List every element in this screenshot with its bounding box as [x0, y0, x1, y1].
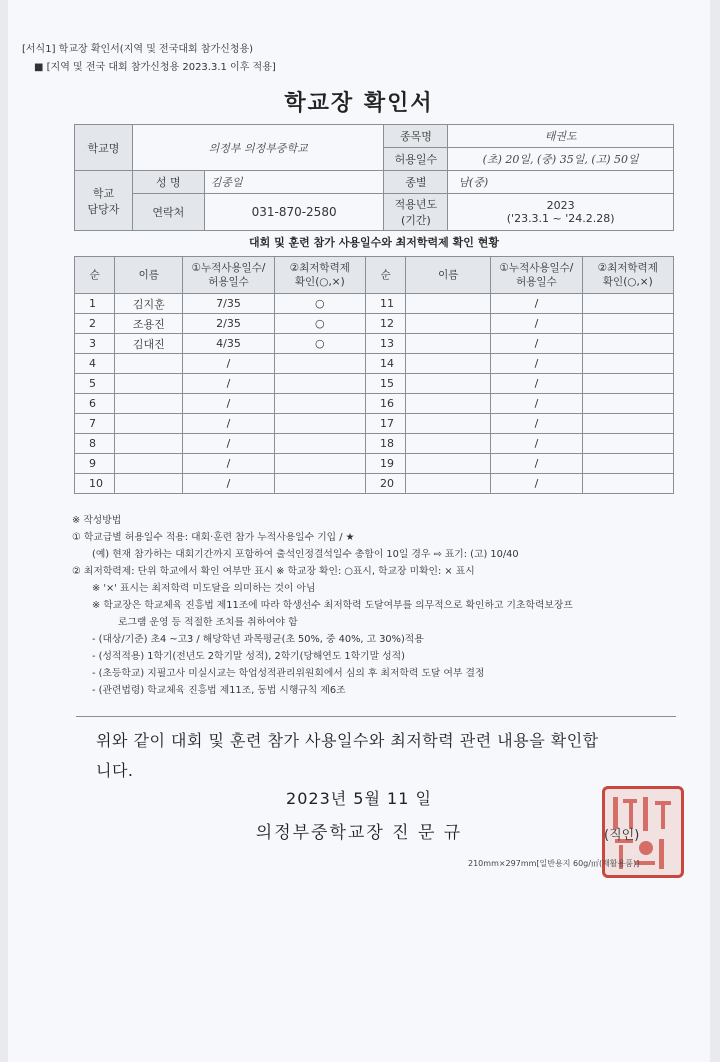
allowed-days-label: 허용일수	[384, 148, 448, 171]
status-no-cell: 3	[75, 334, 115, 354]
status-check-cell	[274, 434, 365, 454]
status-no-cell: 13	[365, 334, 405, 354]
status-row	[75, 374, 674, 394]
status-name-cell	[115, 414, 183, 434]
status-check-cell	[274, 454, 365, 474]
status-row	[75, 474, 674, 494]
status-row	[75, 294, 674, 314]
status-header-row	[75, 257, 674, 294]
status-check-cell	[274, 474, 365, 494]
header-days-2	[491, 257, 582, 294]
status-row	[75, 394, 674, 414]
status-days-cell: /	[183, 454, 274, 474]
status-table	[74, 256, 674, 494]
status-no-cell: 2	[75, 314, 115, 334]
form-label: [서식1] 학교장 확인서(지역 및 전국대회 참가신청용)	[22, 44, 254, 55]
principal-signature: 의정부중학교장 진 문 규	[255, 823, 463, 843]
status-name-cell	[406, 414, 491, 434]
status-name-cell	[406, 294, 491, 314]
status-name-cell	[406, 394, 491, 414]
note-item: 로그램 운영 등 적절한 조치를 취하여야 함	[118, 617, 298, 628]
status-no-cell: 9	[75, 454, 115, 474]
year-value: 2023	[546, 199, 575, 212]
status-name-cell	[406, 314, 491, 334]
status-check-cell	[582, 314, 673, 334]
status-no-cell: 17	[365, 414, 405, 434]
status-check-cell	[274, 374, 365, 394]
status-check-cell	[582, 434, 673, 454]
note-item: ① 학교급별 허용일수 적용: 대회·훈련 참가 누적사용일수 기입 / ★	[72, 532, 355, 543]
status-check-cell	[274, 354, 365, 374]
teacher-label-line2: 담당자	[87, 202, 120, 216]
teacher-label-line1: 학교	[92, 186, 115, 200]
status-row	[75, 334, 674, 354]
school-name: 의정부 의정부중학교	[132, 125, 384, 171]
note-item: - (관련법령) 학교체육 진흥법 제11조, 동법 시행규칙 제6조	[92, 685, 346, 696]
status-days-cell: /	[183, 374, 274, 394]
status-name-cell	[115, 374, 183, 394]
status-days-cell: /	[491, 414, 582, 434]
status-check-cell	[582, 354, 673, 374]
allowed-days-value: (초) 20일, (중) 35일, (고) 50일	[448, 148, 674, 171]
teacher-label	[75, 171, 133, 231]
status-days-cell: /	[491, 434, 582, 454]
status-name-cell	[115, 454, 183, 474]
status-name-cell	[115, 354, 183, 374]
status-no-cell: 18	[365, 434, 405, 454]
sport-value: 태권도	[448, 125, 674, 148]
status-days-cell: /	[491, 474, 582, 494]
status-name-cell	[115, 474, 183, 494]
status-no-cell: 8	[75, 434, 115, 454]
status-days-cell: /	[183, 414, 274, 434]
status-caption: 대회 및 훈련 참가 사용일수와 최저학력제 확인 현황	[249, 236, 499, 249]
status-name-cell	[406, 454, 491, 474]
document-title: 학교장 확인서	[284, 91, 434, 116]
status-days-cell: /	[491, 294, 582, 314]
school-label: 학교명	[75, 125, 133, 171]
paper-spec: 210mm×297mm[일반용지 60g/㎡(재활용품)]	[468, 859, 640, 868]
gender-value: 남(중)	[448, 171, 674, 194]
status-no-cell: 19	[365, 454, 405, 474]
note-item: ② 최저학력제: 단위 학교에서 확인 여부만 표시 ※ 학교장 확인: ○표시, 학교장 미확인: × 표시	[72, 566, 475, 577]
header-no-2: 순	[365, 257, 405, 294]
status-row	[75, 434, 674, 454]
status-check-cell	[582, 394, 673, 414]
seal-mark-text: (직인)	[604, 828, 640, 843]
status-name-cell	[406, 334, 491, 354]
header-days	[183, 257, 274, 294]
header-check-line1: ②최저학력제	[289, 262, 350, 274]
teacher-name: 김종일	[204, 171, 384, 194]
header-check-2-line2: 확인(○,×)	[602, 276, 653, 288]
confirmation-line2: 니다.	[96, 761, 134, 780]
name-label: 성 명	[132, 171, 204, 194]
confirmation-line1: 위와 같이 대회 및 훈련 참가 사용일수와 최저학력 관련 내용을 확인합	[96, 731, 599, 750]
status-check-cell	[582, 334, 673, 354]
status-no-cell: 5	[75, 374, 115, 394]
confirmation-statement	[96, 726, 696, 786]
status-check-cell	[274, 414, 365, 434]
status-no-cell: 10	[75, 474, 115, 494]
header-days-2-line2: 허용일수	[516, 276, 557, 288]
sport-label: 종목명	[384, 125, 448, 148]
note-item: (예) 현재 참가하는 대회기간까지 포함하여 출석인정결석일수 총합이 10일 경우 ⇨ 표기: (고) 10/40	[92, 549, 519, 560]
contact-label: 연락처	[132, 194, 204, 231]
year-label	[384, 194, 448, 231]
status-no-cell: 15	[365, 374, 405, 394]
header-check-2-line1: ②최저학력제	[597, 262, 658, 274]
status-no-cell: 14	[365, 354, 405, 374]
status-no-cell: 7	[75, 414, 115, 434]
status-days-cell: /	[183, 394, 274, 414]
status-name-cell	[115, 394, 183, 414]
status-name-cell	[406, 354, 491, 374]
status-no-cell: 6	[75, 394, 115, 414]
status-days-cell: /	[491, 394, 582, 414]
note-item: ※ 학교장은 학교체육 진흥법 제11조에 따라 학생선수 최저학력 도달여부를 의무적으로 확인하고 기초학력보장프	[92, 600, 573, 611]
status-no-cell: 11	[365, 294, 405, 314]
status-check-cell	[582, 414, 673, 434]
status-row	[75, 354, 674, 374]
status-check-cell	[582, 374, 673, 394]
notes-heading: ※ 작성방법	[72, 515, 122, 526]
status-check-cell	[582, 474, 673, 494]
status-name-cell: 김지훈	[115, 294, 183, 314]
note-item: - (초등학교) 지필고사 미실시교는 학업성적관리위원회에서 심의 후 최저학력 도달 여부 결정	[92, 668, 485, 679]
status-name-cell: 조용진	[115, 314, 183, 334]
status-days-cell: /	[491, 374, 582, 394]
status-check-cell	[274, 394, 365, 414]
status-days-cell: /	[183, 434, 274, 454]
divider	[76, 716, 676, 717]
status-name-cell: 김대진	[115, 334, 183, 354]
header-check-line2: 확인(○,×)	[294, 276, 345, 288]
status-name-cell	[406, 374, 491, 394]
status-days-cell: /	[491, 314, 582, 334]
status-name-cell	[406, 474, 491, 494]
status-days-cell: 7/35	[183, 294, 274, 314]
year-label-line2: (기간)	[400, 214, 431, 227]
status-name-cell	[406, 434, 491, 454]
header-days-2-line1: ①누적사용일수/	[499, 262, 574, 274]
status-days-cell: /	[491, 454, 582, 474]
status-days-cell: /	[183, 474, 274, 494]
note-item: ※ '×' 표시는 최저학력 미도달을 의미하는 것이 아님	[92, 583, 316, 594]
status-check-cell	[582, 454, 673, 474]
issue-date: 2023년 5월 11 일	[286, 789, 432, 808]
status-name-cell	[115, 434, 183, 454]
status-no-cell: 12	[365, 314, 405, 334]
status-no-cell: 16	[365, 394, 405, 414]
status-check-cell: ○	[274, 314, 365, 334]
status-row	[75, 314, 674, 334]
status-no-cell: 20	[365, 474, 405, 494]
status-days-cell: 2/35	[183, 314, 274, 334]
writing-instructions	[72, 512, 692, 699]
status-check-cell: ○	[274, 294, 365, 314]
status-row	[75, 454, 674, 474]
period-value: ('23.3.1 ~ '24.2.28)	[506, 212, 615, 225]
school-info-table	[74, 124, 674, 231]
year-value-cell	[448, 194, 674, 231]
note-item: - (대상/기준) 초4 ~고3 / 해당학년 과목평균(초 50%, 중 40%, 고 30%)적용	[92, 634, 424, 645]
note-item: - (성적적용) 1학기(전년도 2학기말 성적), 2학기(당해연도 1학기말 성적)	[92, 651, 405, 662]
applies-note: ■ [지역 및 전국 대회 참가신청용 2023.3.1 이후 적용]	[34, 62, 276, 73]
status-days-cell: /	[183, 354, 274, 374]
header-days-line2: 허용일수	[208, 276, 249, 288]
status-days-cell: /	[491, 354, 582, 374]
contact-value: 031-870-2580	[204, 194, 384, 231]
header-no: 순	[75, 257, 115, 294]
header-days-line1: ①누적사용일수/	[191, 262, 266, 274]
header-check-2	[582, 257, 673, 294]
status-no-cell: 1	[75, 294, 115, 314]
gender-label: 종별	[384, 171, 448, 194]
year-label-line1: 적용년도	[394, 198, 438, 211]
document-page	[8, 0, 710, 1062]
status-row	[75, 414, 674, 434]
header-check	[274, 257, 365, 294]
status-check-cell: ○	[274, 334, 365, 354]
header-name-2: 이름	[406, 257, 491, 294]
status-no-cell: 4	[75, 354, 115, 374]
status-check-cell	[582, 294, 673, 314]
status-days-cell: 4/35	[183, 334, 274, 354]
header-name: 이름	[115, 257, 183, 294]
status-days-cell: /	[491, 334, 582, 354]
